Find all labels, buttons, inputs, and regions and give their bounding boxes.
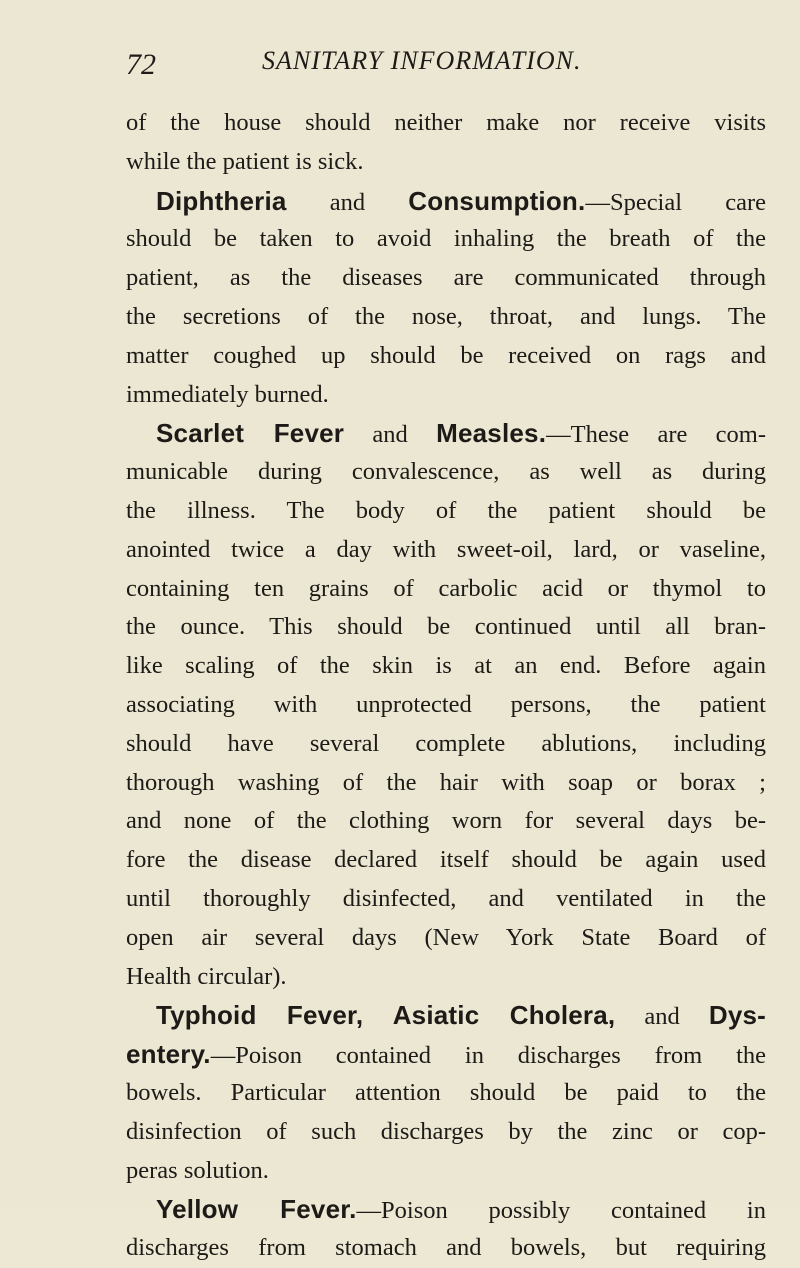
text-line-2: while the patient is sick. — [126, 147, 364, 175]
running-title: SANITARY INFORMATION. — [262, 46, 582, 75]
text-line-12: anointed twice a day with sweet-oil, lard, or vaseline, — [126, 535, 766, 563]
text-line-1: of the house should neither make nor receive visits — [126, 109, 766, 136]
text-line-18: thorough washing of the hair with soap or borax ; — [126, 768, 766, 796]
body-text — [126, 104, 766, 1268]
text-line-29: Yellow Fever.—Poison possibly contained in — [156, 1194, 766, 1225]
section-heading-typhoid-cholera: Typhoid Fever, Asiatic Cholera, — [156, 1000, 616, 1031]
text-line-13: containing ten grains of carbolic acid or thymol to — [126, 574, 766, 602]
page-header — [126, 46, 766, 86]
text-line-14: the ounce. This should be continued until all bran- — [126, 613, 766, 641]
text-line-26: bowels. Particular attention should be paid to the — [126, 1078, 766, 1106]
page-number: 72 — [126, 48, 156, 81]
text-line-15: like scaling of the skin is at an end. Before again — [126, 652, 766, 680]
text-line-23: Health circular). — [126, 962, 287, 990]
text-line-25: entery.—Poison contained in discharges from the — [126, 1039, 766, 1070]
text-line-6: the secretions of the nose, throat, and lungs. The — [126, 302, 766, 330]
text-line-19: and none of the clothing worn for several days be- — [126, 807, 766, 835]
text-line-3: Diphtheria and Consumption.—Special care — [156, 185, 766, 216]
section-heading-dysentery-end: entery. — [126, 1039, 211, 1070]
section-heading-yellow-fever: Yellow Fever. — [156, 1194, 357, 1225]
text-line-5: patient, as the diseases are communicated through — [126, 264, 766, 292]
text-line-20: fore the disease declared itself should be again used — [126, 846, 766, 874]
text-line-21: until thoroughly disinfected, and ventilated in the — [126, 884, 766, 912]
text-line-30: discharges from stomach and bowels, but requiring — [126, 1234, 766, 1262]
text-line-17: should have several complete ablutions, including — [126, 729, 766, 757]
section-heading-diphtheria: Diphtheria — [156, 185, 287, 216]
text-line-24: Typhoid Fever, Asiatic Cholera, and Dys- — [156, 1000, 766, 1031]
text-line-16: associating with unprotected persons, the patient — [126, 690, 766, 718]
text-line-10: municable during convalescence, as well as during — [126, 458, 766, 486]
text-line-22: open air several days (New York State Board of — [126, 923, 766, 951]
section-heading-consumption: Consumption. — [408, 185, 586, 216]
text-line-28: peras solution. — [126, 1156, 269, 1184]
text-line-9: Scarlet Fever and Measles.—These are com- — [156, 418, 767, 449]
text-line-27: disinfection of such discharges by the zinc or cop- — [126, 1117, 766, 1145]
text-line-11: the illness. The body of the patient should be — [126, 496, 766, 524]
section-heading-measles: Measles. — [436, 418, 547, 449]
text-line-4: should be taken to avoid inhaling the breath of the — [126, 225, 766, 253]
text-line-8: immediately burned. — [126, 380, 329, 408]
text-line-7: matter coughed up should be received on rags and — [126, 341, 766, 369]
section-heading-scarlet-fever: Scarlet Fever — [156, 418, 345, 449]
section-heading-dysentery-start: Dys- — [708, 1000, 766, 1031]
